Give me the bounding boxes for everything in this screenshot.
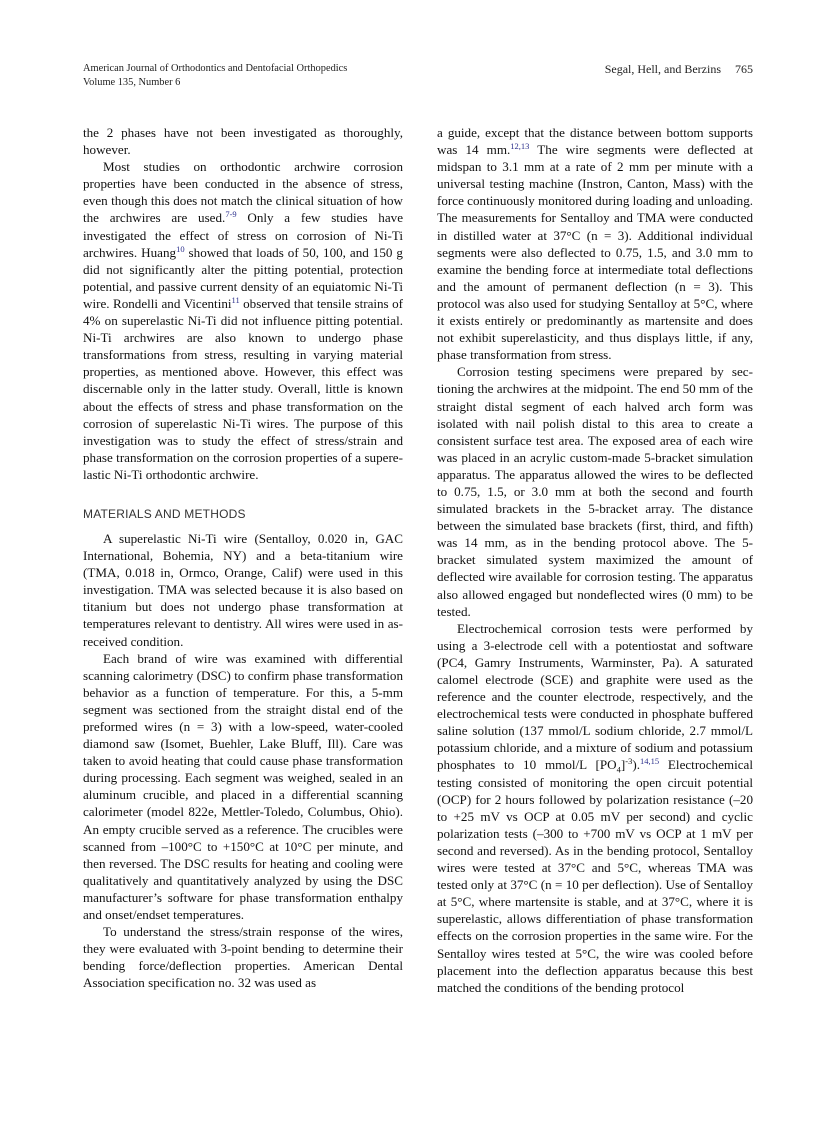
- subscript: 4: [616, 765, 621, 776]
- journal-title: American Journal of Orthodontics and Dentofacial Orthopedics: [83, 63, 348, 74]
- author-page-info: [605, 62, 753, 76]
- paragraph-continuation: the 2 phases have not been investigated as thoroughly, however.: [83, 125, 403, 158]
- text-run: Electrochemical testing consisted of monitoring the open circuit potential (OCP) for 2 hours followed by polarization resistance (–20 to +25 mV vs OCP at 0.05 mV per second) and cyclic polarization tests (–300 to +700 mV vs OCP at 1 mV per second and reversed). As in the bending protocol, Sentalloy wires were tested at 37°C and 5°C, whereas TMA was tested only at 37°C (n = 10 per deflection). Use of Sentalloy at 5°C, where martensite is stable, and at 37°C, where it is superelastic, allows differentiation of phase transformation effects on the corrosion properties in the same wire. For the Sentalloy wires tested at 5°C, the wire was cooled before placement into the deflection apparatus because this best matched the conditions of the bending protocol: [437, 757, 753, 995]
- paragraph-dsc: Each brand of wire was examined with differential scanning calorimetry (DSC) to confirm phase transformation behavior as a function of temperature. For this, a 5-mm segment was sectioned from the straight distal end of the preformed wires (n = 3) with a low-speed, water-cooled diamond saw (Isomet, Buehler, Lake Bluff, Ill). Care was taken to avoid heating that could cause phase transformation during processing. Each segment was weighed, sealed in an aluminum crucible, and placed in a differential scanning calorimeter (model 822e, Mettler-Toledo, Columbus, Ohio). An empty crucible served as a reference. The crucibles were scanned from –100°C to +150°C at 10°C per minute, and then reversed. The DSC results for heating and cooling were qualitatively and quantitatively analyzed by using the DSC manufacturer’s software for phase transformation enthalpy and onset/endset temperatures.: [83, 650, 403, 923]
- paragraph-bending: To understand the stress/strain response of the wires, they were evaluated with 3-point bending to determine their bending force/deflection properties. American Dental Association specification no. 32 was used as: [83, 924, 403, 991]
- text-run: The wire segments were deflected at midspan to 3.1 mm at a rate of 2 mm per minute with a universal testing machine (Instron, Canton, Mass) with the force continuously monitored during loading and unloading. The measurements for Sentalloy and TMA were conducted in distilled water at 37°C (n = 3). Additional individual segments were also deflected to 0.75, 1.5, and 3.0 mm to examine the bending force at intermediate total deflections and the amount of permanent deflection (n = 3). This protocol was also used for studying Sentalloy at 5°C, where it exists entirely or predominantly as martensite and does not exhibit superelasticity, and thus displays little, if any, phase transformation from stress.: [437, 142, 754, 363]
- superscript: -3: [625, 756, 633, 767]
- reference-link[interactable]: 14,15: [639, 756, 660, 767]
- reference-link[interactable]: 12,13: [510, 141, 530, 152]
- text-run: ).: [632, 757, 640, 773]
- text-run: observed that tensile strains of 4% on superelastic Ni-Ti did not influence pitting potential. Ni-Ti archwires are also known to undergo phase transformations from stress, resulting in varying material properties, as mentioned above. However, this effect was discernable only in the latter study. Overall, little is known about the effects of stress and phase transformation on the corrosion of superelastic Ni-Ti wires. The purpose of this investigation was to study the effect of stress/strain and phase transformation on the corrosion properties of a superelastic Ni-Ti orthodontic archwire.: [83, 295, 403, 482]
- running-authors: Segal, Hell, and Berzins: [604, 62, 721, 76]
- left-column: [83, 124, 403, 992]
- text-run: a guide, except that the distance between bottom supports was 14 mm.: [437, 125, 753, 158]
- paragraph-wires: A superelastic Ni-Ti wire (Sentalloy, 0.020 in, GAC International, Bohemia, NY) and a beta-titanium wire (TMA, 0.018 in, Ormco, Orange, Calif) were used in this investigation. TMA was selected because it is also based on titanium but does not undergo phase transformation at temperatures relevant to dentistry. All wires were used in as-received condition.: [83, 530, 403, 649]
- text-run: ]: [620, 757, 626, 773]
- journal-info: [83, 62, 347, 90]
- section-heading-materials-methods: MATERIALS AND METHODS: [83, 506, 246, 521]
- paragraph-corrosion-specimens: Corrosion testing specimens were prepared by sectioning the archwires at the midpoint. The end 50 mm of the straight distal segment of each halved arch form was isolated with nail polish distal to this area to create a consistent surface test area. The exposed area of each wire was placed in an acrylic custom-made 5-bracket simulation apparatus. The apparatus allowed the wires to be deflected to 0.75, 1.5, or 3.0 mm at both the second and fourth simulated brackets in the 5-bracket array. The distance between the simulated base brackets (first, third, and fifth) was 14 mm, as in the bending protocol above. The 5-bracket simulated system maximized the amount of deflected wire available for corrosion testing. The apparatus also allowed engaged but nondeflected wires (0 mm) to be tested.: [437, 364, 753, 619]
- reference-link[interactable]: 11: [231, 294, 240, 305]
- page-number: 765: [735, 62, 753, 76]
- paragraph-stress-studies: [83, 158, 403, 483]
- right-column: [437, 124, 753, 996]
- reference-link[interactable]: 7-9: [225, 209, 237, 220]
- text-run: Most studies on orthodontic archwire corrosion properties have been conducted in the absence of stress, even though this does not match the clinical situation of how the archwires are used.: [83, 159, 403, 226]
- text-run: Electrochemical corrosion tests were performed by using a 3-electrode cell with a potentiostat and software (PC4, Gamry Instruments, Warminster, Pa). A saturated calomel electrode (SCE) and graphite were used as the reference and the counter electrode, respectively, and the electrochemical tests were conducted in phosphate buffered saline solution (137 mmol/L sodium chloride, 2.7 mmol/L potassium chloride, and a mixture of sodium and potassium phosphates to 10 mmol/L [PO: [437, 620, 753, 773]
- paragraph-bending-continued: [437, 124, 753, 363]
- journal-volume: Volume 135, Number 6: [83, 77, 181, 88]
- reference-link[interactable]: 10: [176, 243, 185, 254]
- text-run: Only a few studies have investigated the effect of stress on corrosion of Ni-Ti archwires. Huang: [83, 210, 404, 260]
- text-run: showed that loads of 50, 100, and 150 g did not significantly alter the pitting potential, protection potential, and passive current density of an equiatomic Ni-Ti wire. Rondelli and Vicentini: [83, 244, 403, 311]
- paragraph-electrochemical: [437, 620, 753, 996]
